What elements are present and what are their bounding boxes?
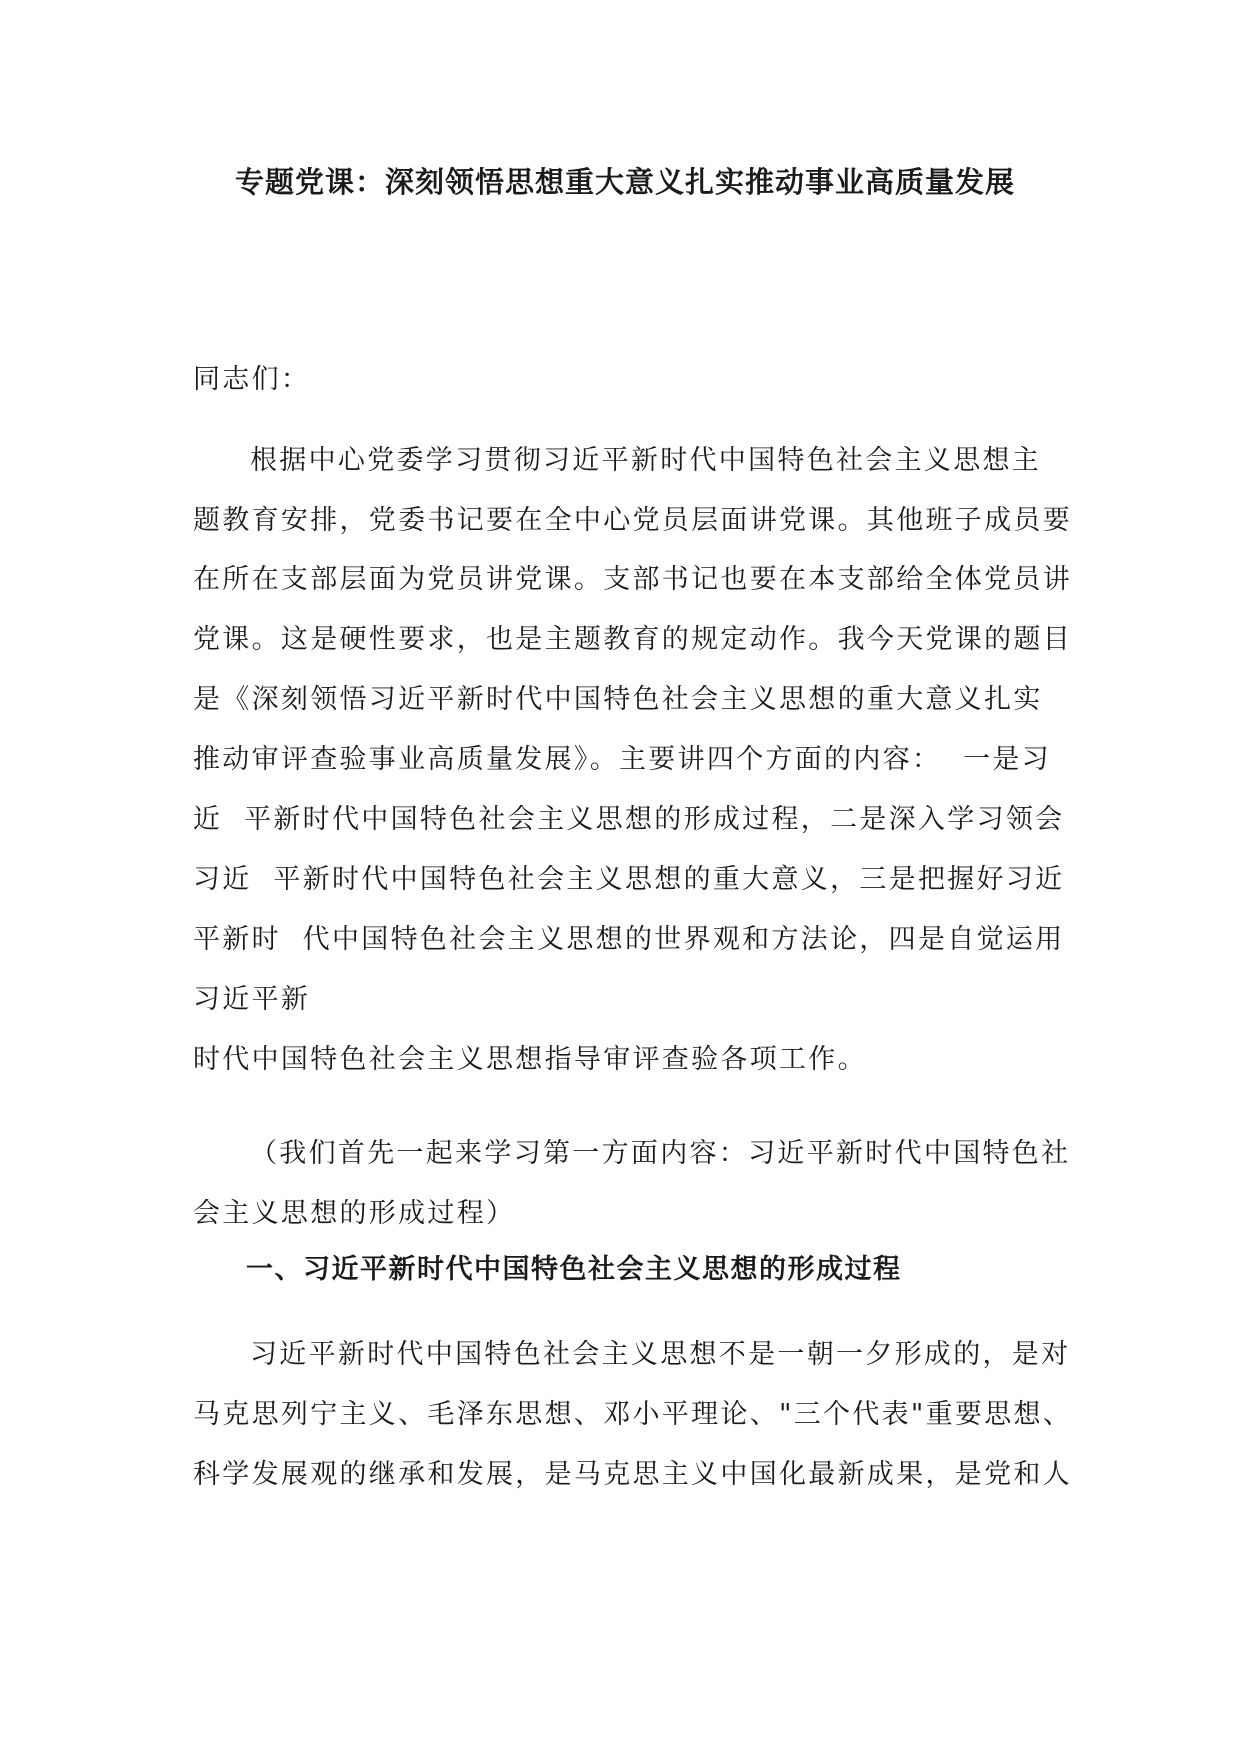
- paragraph1-line: 近 平新时代中国特色社会主义思想的形成过程，二是深入学习领会: [193, 804, 1065, 835]
- paragraph1-line: 推动审评查验事业高质量发展》。主要讲四个方面的内容： 一是习: [193, 744, 1051, 775]
- paragraph1-line: 党课。这是硬性要求，也是主题教育的规定动作。我今天党课的题目: [193, 624, 1072, 655]
- salutation: 同志们：: [193, 364, 311, 395]
- paragraph1-line: 习近 平新时代中国特色社会主义思想的重大意义，三是把握好习近: [193, 864, 1065, 895]
- section-heading: 一、习近平新时代中国特色社会主义思想的形成过程: [246, 1254, 902, 1285]
- paragraph3-line: 马克思列宁主义、毛泽东思想、邓小平理论、"三个代表"重要思想、: [193, 1399, 1073, 1430]
- paragraph1-line: 是《深刻领悟习近平新时代中国特色社会主义思想的重大意义扎实: [193, 684, 1043, 715]
- paragraph1-line: 根据中心党委学习贯彻习近平新时代中国特色社会主义思想主: [250, 445, 1042, 476]
- paragraph1-line: 时代中国特色社会主义思想指导审评查验各项工作。: [193, 1044, 867, 1075]
- paragraph1-line: 习近平新: [193, 984, 311, 1015]
- paragraph2-line: （我们首先一起来学习第一方面内容：习近平新时代中国特色社: [250, 1138, 1071, 1169]
- document-title: 专题党课：深刻领悟思想重大意义扎实推动事业高质量发展: [234, 165, 1015, 199]
- paragraph1-line: 题教育安排，党委书记要在全中心党员层面讲党课。其他班子成员要: [193, 505, 1072, 536]
- paragraph3-line: 习近平新时代中国特色社会主义思想不是一朝一夕形成的，是对: [250, 1339, 1071, 1370]
- paragraph1-line: 平新时 代中国特色社会主义思想的世界观和方法论，四是自觉运用: [193, 924, 1065, 955]
- paragraph1-line: 在所在支部层面为党员讲党课。支部书记也要在本支部给全体党员讲: [193, 564, 1072, 595]
- paragraph3-line: 科学发展观的继承和发展，是马克思主义中国化最新成果，是党和人: [193, 1459, 1072, 1490]
- paragraph2-line: 会主义思想的形成过程）: [193, 1198, 516, 1229]
